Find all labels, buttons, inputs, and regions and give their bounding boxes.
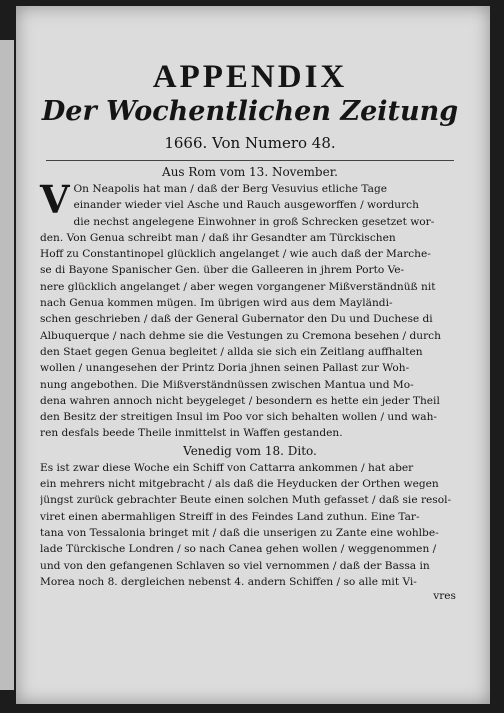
drop-cap [40,177,70,222]
text-line: jüngst zurück gebrachter Beute einen solchen Muth gefasset / daß sie resol- [40,494,452,507]
text-line: nere glücklich angelanget / aber wegen vorgangener Mißverständnüß nit [40,280,436,293]
text-line: nung angebothen. Die Mißverständnüssen zwischen Mantua und Mo- [40,378,414,391]
text-line: den Besitz der streitigen Insul im Poo vor sich behalten wollen / und wah- [40,411,437,424]
dateline-venice: Venedig vom 18. Dito. [183,443,317,458]
text-line: den. Von Genua schreibt man / daß ihr Gesandter am Türckischen [40,231,396,244]
page-subtitle: Der Wochentlichen Zeitung [41,96,459,127]
text-line: tana von Tessalonia bringet mit / daß die unserigen zu Zante eine wohlbe- [40,526,439,539]
text-line: dena wahren annoch nicht beygeleget / besondern es hette ein jeder Theil [40,394,440,407]
text-line: Albuquerque / nach dehme sie die Vestungen zu Cremona besehen / durch [40,329,441,342]
text-line: ren desfals beede Theile inmittelst in Waffen gestanden. [40,427,343,440]
text-line: viret einen abermahligen Streiff in des Feindes Land zuthun. Eine Tar- [40,510,420,523]
text-line: Es ist zwar diese Woche ein Schiff von Cattarra ankommen / hat aber [40,461,414,474]
text-line: nach Genua kommen mügen. Im übrigen wird aus dem Mayländi- [40,297,393,310]
text-line: lade Türckische Londren / so nach Canea gehen wollen / weggenommen / [40,543,437,556]
text-line: und von den gefangenen Schlaven so viel vernommen / daß der Bassa in [40,559,430,572]
text-line: Morea noch 8. dergleichen nebenst 4. andern Schiffen / so alle mit Vi- [40,575,417,588]
text-line: ein mehrers nicht mitgebracht / als daß die Heyducken der Orthen wegen [40,478,439,491]
drop-cap-letter: V [40,177,70,222]
article-rome [40,177,460,442]
text-line: wollen / unangesehen der Printz Doria jhnen seinen Pallast zur Woh- [40,362,410,375]
newspaper-page [16,6,490,704]
issue-number: 1666. Von Numero 48. [164,134,336,152]
dateline-rome: Aus Rom vom 13. November. [162,165,338,179]
article-venice [40,460,460,590]
adjacent-page-edge [0,40,14,690]
divider [46,160,454,161]
text-line: On Neapolis hat man / daß der Berg Vesuvius etliche Tage [73,183,388,195]
text-line: Hoff zu Constantinopel glücklich angelanget / wie auch daß der Marche- [40,248,431,261]
text-line: den Staet gegen Genua begleitet / allda sie sich ein Zeitlang auffhalten [40,345,423,358]
page-content [40,58,460,602]
text-line: se di Bayone Spanischer Gen. über die Galleeren in jhrem Porto Ve- [40,264,405,277]
page-title: APPENDIX [152,59,348,95]
text-line: einander wieder viel Asche und Rauch ausgeworffen / wordurch [73,199,419,212]
text-line: schen geschrieben / daß der General Gubernator den Du und Duchese di [40,313,433,326]
catchword: vres [433,590,456,603]
text-line: die nechst angelegene Einwohner in groß Schrecken gesetzet wor- [73,215,435,228]
